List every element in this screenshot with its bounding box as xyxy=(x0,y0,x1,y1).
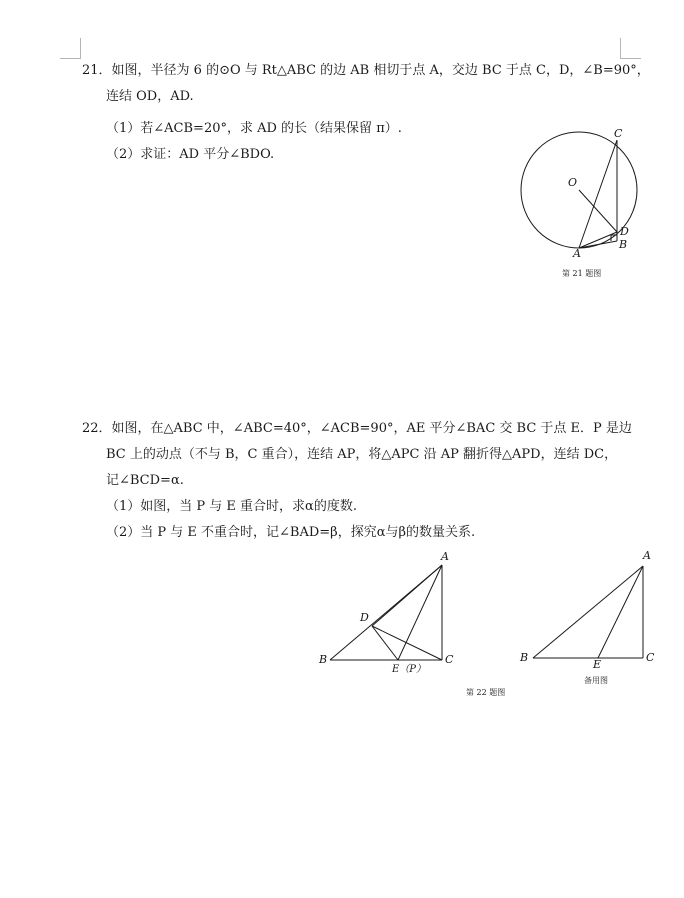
q21-line-2: 连结 OD，AD. xyxy=(106,89,194,104)
q22-spare-label-c: C xyxy=(646,651,655,664)
q22-spare-label-b: B xyxy=(520,651,529,664)
q22-spare-side-ab xyxy=(533,566,643,658)
q22-spare-label-e: E xyxy=(593,658,602,671)
q21-label-a: A xyxy=(573,247,581,260)
q22-line-2: BC 上的动点（不与 B，C 重合），连结 AP，将△APC 沿 AP 翻折得△APD，连结 DC， xyxy=(106,447,618,462)
q21-part-1: （1）若∠ACB=20°，求 AD 的长（结果保留 π）. xyxy=(106,121,402,136)
q22-main-label-a: A xyxy=(441,550,449,563)
q22-line-1: 22．如图，在△ABC 中，∠ABC=40°，∠ACB=90°，AE 平分∠BAC 交 BC 于点 E．P 是边 xyxy=(82,421,632,436)
q22-part-2: （2）当 P 与 E 不重合时，记∠BAD=β，探究α与β的数量关系. xyxy=(106,525,476,540)
q21-label-o: O xyxy=(568,176,578,189)
q22-main-label-c: C xyxy=(445,653,454,666)
q22-spare-segment-ae xyxy=(598,566,643,658)
q22-line-3: 记∠BCD=α. xyxy=(106,473,184,488)
q21-line-1: 21．如图，半径为 6 的⊙O 与 Rt△ABC 的边 AB 相切于点 A，交边 BC 于点 C，D，∠B=90°， xyxy=(82,63,650,78)
q22-main-label-ep: E（P） xyxy=(392,664,427,675)
q21-part-2: （2）求证：AD 平分∠BDO. xyxy=(106,147,275,162)
q22-main-label-b: B xyxy=(319,653,328,666)
q22-part-1: （1）如图，当 P 与 E 重合时，求α的度数. xyxy=(106,499,357,514)
q22-figure-caption: 第 22 题图 xyxy=(466,688,506,697)
q22-spare-label-a: A xyxy=(643,549,651,562)
q21-label-b: B xyxy=(619,238,628,251)
q22-spare-caption: 备用图 xyxy=(584,676,608,685)
q22-main-label-d: D xyxy=(360,611,369,624)
q21-label-d: D xyxy=(620,225,629,238)
q21-label-c: C xyxy=(614,127,623,140)
q21-figure-caption: 第 21 题图 xyxy=(562,269,602,278)
